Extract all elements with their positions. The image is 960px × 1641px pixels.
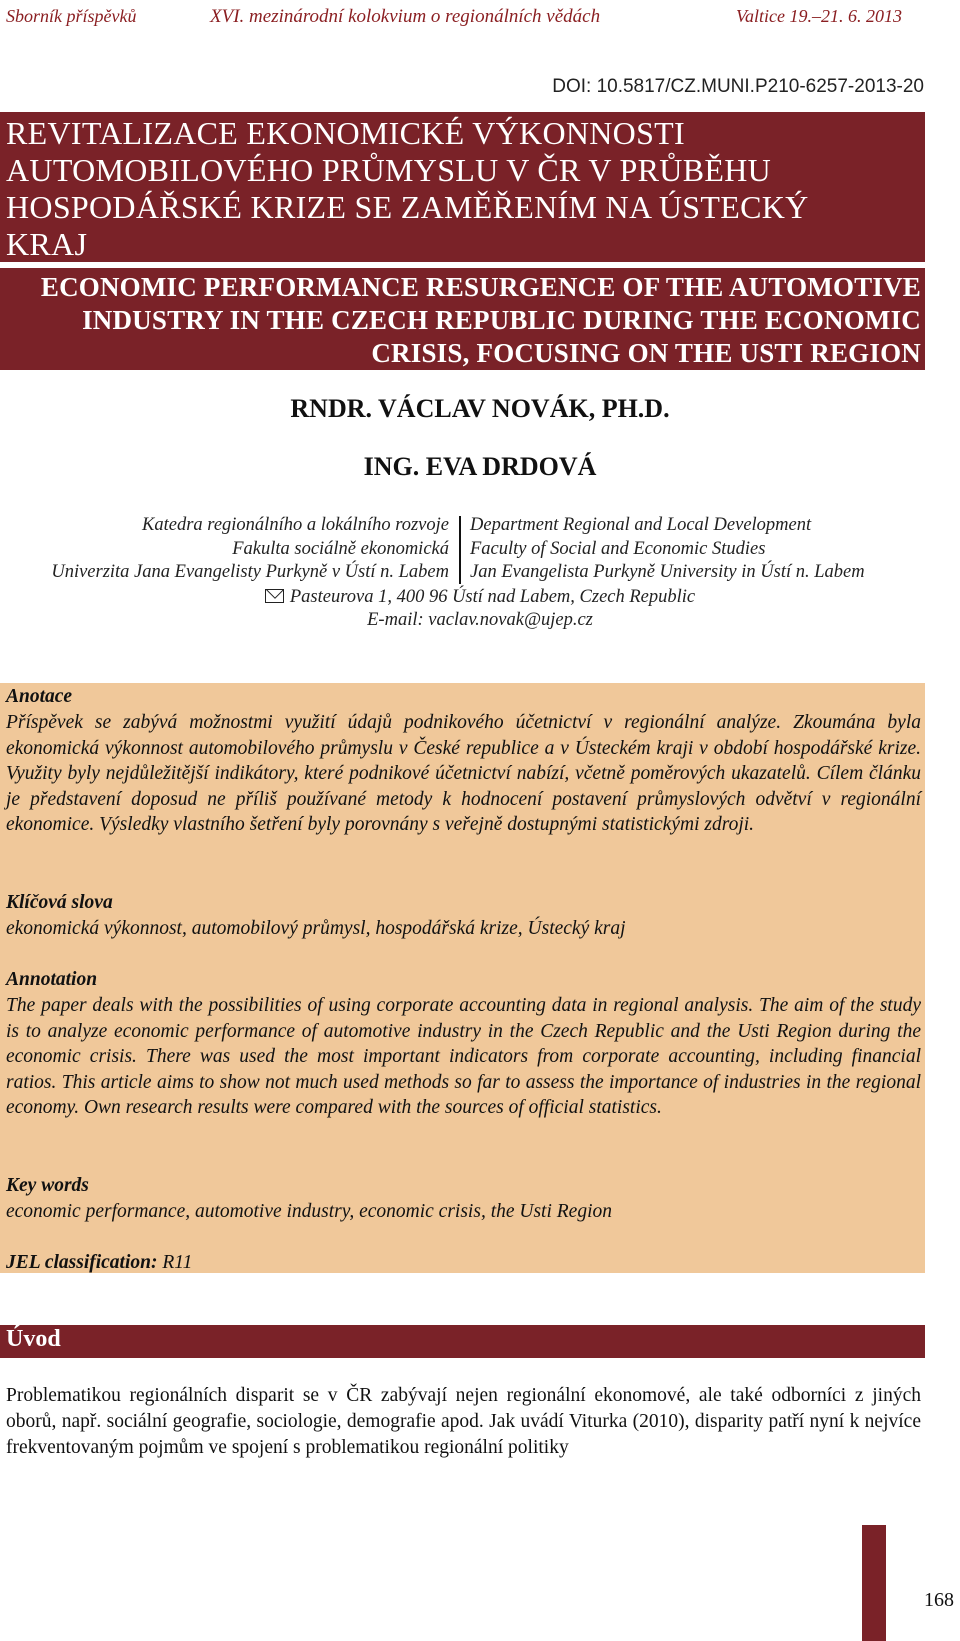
annotation-heading: Annotation — [6, 969, 98, 990]
key-words-text: economic performance, automotive industry, economic crisis, the Usti Region — [6, 1201, 613, 1222]
key-words-heading: Key words — [6, 1175, 89, 1196]
intro-heading-bar — [0, 1325, 925, 1358]
header-proceedings: Sborník příspěvků — [6, 6, 137, 26]
author-1: RNDR. VÁCLAV NOVÁK, PH.D. — [290, 394, 670, 423]
envelope-icon — [265, 589, 284, 603]
affiliation-cz-line: Fakulta sociálně ekonomická — [232, 538, 449, 559]
paper-title-czech: REVITALIZACE EKONOMICKÉ VÝKONNOSTI AUTOMOBILOVÉHO PRŮMYSLU V ČR V PRŮBĚHU HOSPODÁŘSKÉ KRIZE SE ZAMĚŘENÍM NA ÚSTECKÝ KRAJ — [6, 115, 809, 262]
affiliation-divider — [459, 516, 461, 584]
header-date: Valtice 19.–21. 6. 2013 — [736, 6, 902, 26]
jel-label: JEL classification: — [6, 1252, 158, 1273]
email-address: E-mail: vaclav.novak@ujep.cz — [367, 610, 593, 630]
page-tab-decoration — [862, 1525, 886, 1641]
affiliation-en-line: Department Regional and Local Development — [470, 515, 812, 535]
affiliation-cz-line: Univerzita Jana Evangelisty Purkyně v Ústí n. Labem — [51, 562, 449, 582]
header-conference: XVI. mezinárodní kolokvium o regionálních vědách — [210, 6, 601, 27]
klicova-slova-text: ekonomická výkonnost, automobilový průmysl, hospodářská krize, Ústecký kraj — [6, 918, 626, 939]
affiliation-cz-line: Katedra regionálního a lokálního rozvoje — [142, 515, 449, 535]
jel-value: R11 — [162, 1252, 193, 1273]
intro-heading: Úvod — [6, 1326, 61, 1352]
paper-title-english: ECONOMIC PERFORMANCE RESURGENCE OF THE AUTOMOTIVE INDUSTRY IN THE CZECH REPUBLIC DURING THE ECONOMIC CRISIS, FOCUSING ON THE USTI REGION — [40, 272, 921, 368]
klicova-slova-heading: Klíčová slova — [6, 892, 113, 913]
affiliation-english — [470, 514, 865, 585]
anotace-heading: Anotace — [6, 686, 73, 707]
address-text: Pasteurova 1, 400 96 Ústí nad Labem, Czech Republic — [289, 587, 696, 607]
affiliation-en-line: Faculty of Social and Economic Studies — [470, 538, 766, 559]
intro-paragraph: Problematikou regionálních disparit se v ČR zabývají nejen regionální ekonomové, ale také odborníci z jiných oborů, např. sociální geografie, sociologie, demografie apod. Jak uvádí Viturka (2010), disparity patří nyní k nejvíce frekventovaným pojmům ve spojení s problematikou regionální politiky — [6, 1385, 921, 1458]
author-2: ING. EVA DRDOVÁ — [363, 452, 597, 481]
postal-address — [0, 587, 960, 608]
doi: DOI: 10.5817/CZ.MUNI.P210-6257-2013-20 — [552, 76, 924, 97]
jel-classification — [6, 1250, 921, 1276]
affiliation-czech — [51, 514, 449, 585]
page-number: 168 — [924, 1589, 954, 1611]
running-header — [0, 0, 960, 34]
affiliation-en-line: Jan Evangelista Purkyně University in Ústí n. Labem — [470, 562, 865, 582]
anotace-text: Příspěvek se zabývá možnostmi využití údajů podnikového účetnictví v regionální analýze. Zkoumána byla ekonomická výkonnost automobilového průmyslu v České republice a v Ústeckém kraji v období hospodářské krize. Využity byly nejdůležitější indikátory, které podnikové účetnictví nabízí, včetně poměrových ukazatelů. Cílem článku je představení doposud ne příliš používané metody k hodnocení postavení průmyslových odvětví v regionální ekonomice. Výsledky vlastního šetření byly porovnány s veřejně dostupnými statistickými zdroji. — [6, 712, 921, 836]
annotation-text: The paper deals with the possibilities of using corporate accounting data in regional analysis. The aim of the study is to analyze economic performance of automotive industry in the Czech Republic and the Usti Region during the economic crisis. There was used the most important indicators from corporate accounting, including financial ratios. This article aims to show not much used methods so far to assess the importance of industries in the regional economy. Own research results were compared with the sources of official statistics. — [6, 995, 921, 1119]
